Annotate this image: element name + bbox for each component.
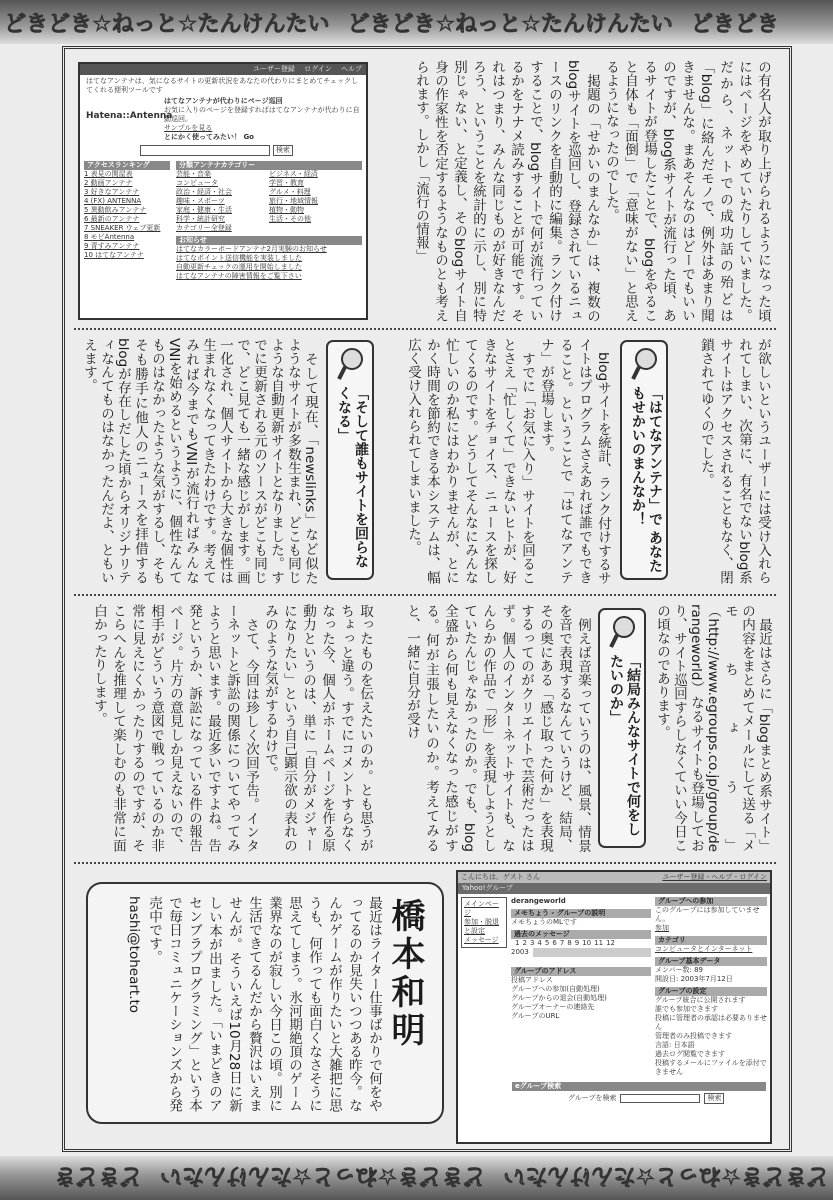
- ranking-item: 9 青すみアンテナ: [84, 242, 140, 250]
- news-item: はてなポイント送信機能を実装しました: [176, 254, 302, 262]
- news-header: お知らせ: [176, 236, 362, 245]
- address-item: グループのURL: [511, 1012, 560, 1020]
- setting-item: 言語: 日本語: [655, 1041, 695, 1049]
- article-paragraph: すでに「お気に入り」サイトを回ることさえ「忙しくて」できないヒトが、好きなサイトをチョイス、ニュースを探してくるのです。どうしてそんなにみんな忙しいのか私にはわかりませんが、とにかく時間を節約できる本システムは、幅広く受け入れられてしまいました。: [405, 338, 535, 584]
- section1-text: [376, 60, 772, 322]
- article-paragraph: 取ったものを伝えたいのか。とも思うがちょっと違う。すでにコメントすらなくなった今、個人がホームページを作る原動力というのは、単に「自分がメジャーになりたい」という自己顕示欲の表れのみのような気がするわけで。: [262, 604, 373, 852]
- hatena-logo: Hatena::Antenna: [86, 111, 173, 121]
- news-item: はてなカラーボードアンテナ2月実験のお知らせ: [176, 245, 327, 253]
- month: 8: [567, 939, 572, 947]
- side-menu: [461, 897, 507, 948]
- section-divider: [74, 594, 776, 596]
- ranking-item: 1 表見の関屋表: [84, 170, 133, 178]
- section2-right-text: [384, 338, 612, 584]
- settings-header: グループの設定: [655, 987, 767, 996]
- ranking-item: 7 SNEAKER ウェブ更新: [84, 224, 161, 232]
- author-profile-box: [86, 882, 444, 1124]
- desc-header: メモちょう - グループの説明: [511, 909, 651, 918]
- ranking-item: 2 動画アンテナ: [84, 179, 133, 187]
- magnifier-icon: [608, 615, 636, 651]
- category-item: 家庭・健康・生活: [176, 206, 232, 214]
- hatena-search: [140, 145, 366, 156]
- ranking-list: [84, 170, 170, 260]
- month: 3: [529, 939, 535, 947]
- category-item: コンピュータ: [176, 179, 218, 187]
- author-name: 橋本和明: [385, 898, 425, 1050]
- address-item: グループへの参加(自動処理): [511, 985, 600, 993]
- side-menu-item: メインページ: [464, 900, 499, 917]
- setting-item: 投稿に管理者の承認は必要ありません: [655, 1014, 767, 1031]
- category-item: ビジネス・経済: [269, 170, 318, 178]
- category-header: カテゴリ: [655, 936, 767, 945]
- hatena-intro: はてなアンテナは、気になるサイトの更新状況をあなたの代わりにまとめてチェックしてくれる便利ツールです: [86, 77, 359, 94]
- category-item: 政治・経済・社会: [176, 188, 232, 196]
- screenshot-navbar: [80, 64, 366, 75]
- month: 11: [594, 939, 604, 947]
- side-menu-item: メッセージ: [464, 936, 499, 944]
- heading-hatena-antenna: [620, 340, 668, 580]
- group-name: derangeworld: [511, 897, 566, 905]
- address-header: グループのアドレス: [511, 967, 651, 976]
- category-header: 分類アンテナカテゴリー: [176, 161, 362, 170]
- setting-item: 誰でも参加できます: [655, 1005, 718, 1013]
- nav-link: ヘルプ: [341, 65, 362, 73]
- ranking-item: 8 モビAntenna: [84, 233, 135, 241]
- series-title: どきどき☆ねっと☆たんけんたい: [160, 1163, 486, 1189]
- article-paragraph: さて、今回は珍しく次回予告。インターネットと訴訟の関係についてやってみようと思います。最近多いですよね。告発というか、訴訟になっている件の報告ページ。片方の意見しか見えないので、相手がどういう意図で戦っているのか非常に見えにくかったりするのですが、そこらへんを推理して楽しむのも非常に面白かったりします。: [91, 604, 259, 852]
- search-input: [620, 1094, 700, 1103]
- setting-item: グループ統合に公開されます: [655, 996, 746, 1004]
- series-title: どきどき: [54, 1163, 143, 1189]
- category-item: 科学・統計研究: [176, 215, 225, 223]
- join-header: グループへの参加: [655, 897, 767, 906]
- address-item: 投稿アドレス: [511, 976, 553, 984]
- section2-left-text: [76, 338, 318, 584]
- month-row: [511, 939, 651, 948]
- section3-left-text: [76, 604, 374, 852]
- section3-right-text: [382, 604, 592, 852]
- group-search: [568, 1093, 770, 1104]
- ranking-header: アクセスランキング: [84, 161, 170, 170]
- nav-link: ログイン: [304, 65, 332, 73]
- news-item: はてなアンテナの障害情報をご覧下さい: [176, 272, 302, 280]
- desc-text: メモちょうのMLです: [511, 918, 577, 926]
- setting-item: 管理者のみ投稿できます: [655, 1032, 732, 1040]
- heading-text: 「結局みんなサイトで何をしたいのか」: [608, 654, 641, 836]
- article-paragraph: 最近はさらに「blogまとめ系サイト」の内容をまとめてメールにして送る「メモちょう」（http://www.egroups.co.jp/group/derangeworld）なるサイトも登場しており、サイト巡回すらしなくていい今日この頃なのであります。: [654, 604, 772, 852]
- header-band: [0, 0, 833, 44]
- setting-item: 投稿するメールにファイルを添付できません: [655, 1059, 767, 1076]
- basic-data-header: グループ基本データ: [655, 957, 767, 966]
- category-item: グルメ・料理: [269, 188, 311, 196]
- author-email: hashi@toheart.to: [126, 896, 142, 1014]
- greeting: こんにちは、ゲスト さん: [461, 873, 540, 881]
- ranking-item: 4 (FX) ANTENNA: [84, 197, 142, 205]
- month: 5: [544, 939, 550, 947]
- heading-text: 「そして誰もサイトを回らなくなる」: [336, 386, 369, 568]
- category-item: 趣味・スポーツ: [176, 197, 225, 205]
- yahoo-brand: Yahoo!グループ: [458, 883, 770, 894]
- join-link: 参加: [655, 924, 669, 932]
- month: 4: [537, 939, 542, 947]
- setting-item: 過去ログ閲覧できます: [655, 1050, 725, 1058]
- category-item: 学習・教育: [269, 179, 304, 187]
- category-item: 植物・動物: [269, 206, 304, 214]
- article-paragraph: が欲しいというユーザーには受け入れられてしまい、次第に、有名でないblog系サイトはアクセスされることもなく、閉鎖されてゆくのでした。: [698, 338, 771, 584]
- archive-bar: [533, 948, 651, 957]
- month: 10: [582, 939, 592, 947]
- category-grid: [176, 170, 362, 233]
- month: 9: [574, 939, 580, 947]
- author-bio: [94, 896, 384, 1112]
- go-link: Go: [243, 133, 254, 141]
- address-item: グループオーナーの連絡先: [511, 1003, 595, 1011]
- article-paragraph: 掲題の「せかいのまんなか」は、複数のblogサイトを巡回し、登録されているニュースのリンクを自動的に編集。ランク付けすることで、blogサイトで何が流行っているかをナナメ読みすることが可能です。それはつまり、みんな同じものが好きなんだろう、ということを統計的に示し、別に特別じゃない、と定義し、そのblogサイト自身の作家性を否定するようなものとも考えられます。しかし「流行の情報」: [413, 60, 600, 322]
- feature-text: お気に入りのページを登録すればはてなアンテナが代わりに自動巡回。: [164, 106, 360, 123]
- member-count: メンバー数: 89: [655, 966, 704, 974]
- search-section-header: eグループ検索: [512, 1082, 766, 1091]
- try-title: とにかく使ってみたい！: [164, 133, 241, 141]
- archive-year: 2003: [511, 948, 529, 956]
- news-item: 自動更新チェックの運用を開始しました: [176, 263, 302, 271]
- category-item: 芸能・音楽: [176, 170, 211, 178]
- series-title: どきどき: [690, 11, 779, 37]
- section2-intro: [676, 338, 772, 584]
- magnifier-icon: [336, 347, 364, 383]
- archive-header: 過去のメッセージ: [511, 930, 651, 939]
- section-divider: [74, 328, 776, 330]
- series-title: どきどき☆ねっと☆たんけんたい: [4, 11, 330, 37]
- search-input: [140, 145, 270, 156]
- article-paragraph: 例えば音楽っていうのは、風景、情景を音で表現するなんていうけど、結局、その奥にある「感じ取った何か」を表現するってのがクリエイトで芸術だったはず。個人のインターネットサイトも、なんらかの作品で「形」を表現しようとしていたんじゃなかったのか。でも、blog全盛から何も見えなくなった感じがする。何が主張したいのか。考えてみると、一緒に自分が受け: [404, 604, 591, 852]
- address-item: グループからの退会(自動処理): [511, 994, 607, 1002]
- top-links: ユーザー登録 - ヘルプ - ログイン: [662, 873, 767, 881]
- search-label: グループを検索: [568, 1094, 617, 1102]
- section-divider: [74, 862, 776, 864]
- category-item: カテゴリー全登録: [176, 224, 232, 232]
- hatena-antenna-screenshot: [78, 62, 368, 320]
- article-paragraph: blogサイトを統計、ランク付けするサイトはプログラムさえあれば誰でもできること。ということで「はてなアンテナ」が登場します。: [538, 338, 611, 584]
- section3-intro: [652, 604, 772, 852]
- feature-title: はてなアンテナが代わりにページ巡回: [164, 97, 283, 105]
- yahoo-groups-screenshot: [456, 870, 772, 1144]
- month: 1: [515, 939, 520, 947]
- category-item: 生活・その他: [269, 215, 311, 223]
- series-title: どきどき☆ねっと☆たんけんたい: [347, 11, 673, 37]
- heading-nobody-visits: [326, 340, 374, 580]
- search-button: 検索: [704, 1093, 724, 1104]
- category-item: 旅行・地域情報: [269, 197, 318, 205]
- ranking-item: 10 はてなアンテナ: [84, 251, 144, 259]
- founded-date: 開設日: 2003年7月12日: [655, 975, 733, 983]
- ranking-item: 6 最新のアンテナ: [84, 215, 140, 223]
- sample-link: サンプルを見る: [164, 124, 213, 132]
- heading-what-to-do: [598, 608, 646, 848]
- footer-band: [0, 1156, 833, 1200]
- join-text: このグループには参加していません。: [655, 906, 760, 923]
- article-paragraph: そして現在、「newslinks」など似たようなサイトが多数生まれ、どこも同じような自動更新サイトとなりました。すでに更新される元のソースがどこも同じで、どこ見ても一緒な感じがします。画一化され、個人サイトから大きな個性は生まれなくなってきたわけです。考えてみれば今までもVNIが流行ればみんなVNIを始めるというように、個性なんてものはなかったような気がするし、そもそも勝手に他人のニュースを拝借するblogが存在しだした頃からオリジナリティなんてものはなかったんだよ、ともいえます。: [81, 338, 318, 584]
- category-link: コンピュータとインターネット: [655, 945, 753, 953]
- month: 6: [552, 939, 557, 947]
- month: 2: [522, 939, 527, 947]
- ranking-item: 5 異動飲みアンテナ: [84, 206, 147, 214]
- series-title: どきどき☆ねっと☆たんけんたい: [503, 1163, 829, 1189]
- author-bio-text: 最近はライター仕事ばかりで何をやってるのか見失いつつある昨今。なんかゲームが作りたいと大雑把に思うも、何作っても面白くなさそうに思えてしまう。氷河期絶頂のゲーム業界なのが寂しい今日この頃。別に生活できてるんだから贅沢はいえませんが。そういえば10月28日に新しい本が出ました。「いまどきのアセンブラプログラミング」という本で毎日コミュニケーションズから発売中です。: [146, 896, 382, 1112]
- article-paragraph: の有名人が取り上げられるようになった頃にはページをやめていたりしていました。だから、ネットでの成功話の殆どは「blog」に絡んだモノで、例外はあまり聞きませんな。まあそんなのはどーでもいいのですが、blog系サイトが流行った頃、あるサイトが登場したことで、blogをやること自体も「面倒」で「意味がない」と思えるようになったのでした。: [603, 60, 771, 322]
- search-button: 検索: [273, 145, 293, 156]
- month: 7: [559, 939, 565, 947]
- side-menu-item: 参加・脱退と設定: [464, 918, 499, 935]
- heading-text: 「はてなアンテナ」で あなたもせかいのまんなか！: [630, 386, 663, 573]
- month: 12: [606, 939, 615, 947]
- nav-link: ユーザー登録: [252, 65, 295, 73]
- ranking-item: 3 好きなアンテナ: [84, 188, 140, 196]
- magnifier-icon: [630, 347, 658, 383]
